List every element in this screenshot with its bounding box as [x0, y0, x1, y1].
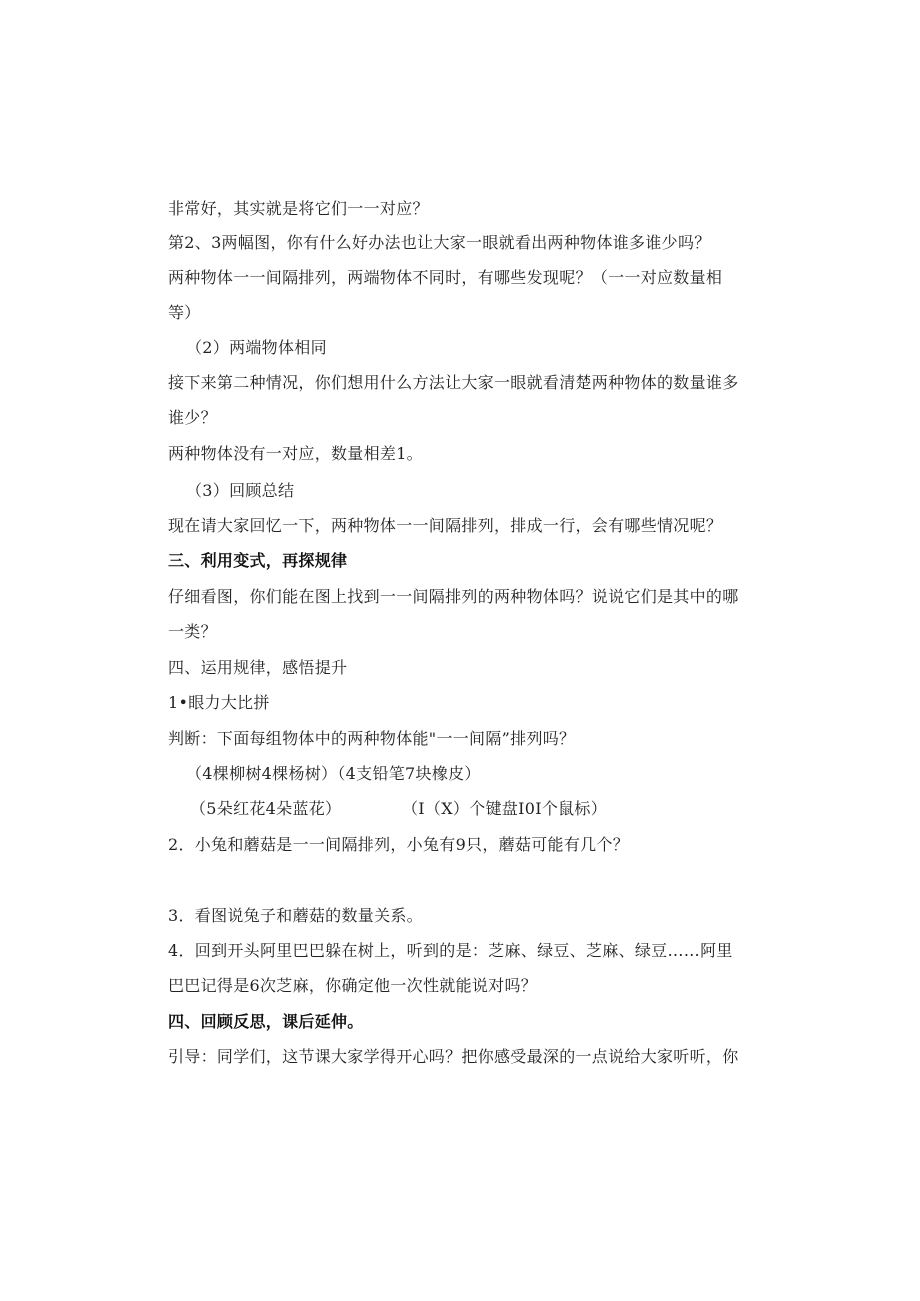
paragraph-line: 非常好，其实就是将它们一一对应？ — [168, 199, 429, 218]
list-item: 1•眼力大比拼 — [168, 693, 270, 712]
section-heading: 四、运用规律，感悟提升 — [168, 658, 348, 677]
list-item: 3．看图说兔子和蘑菇的数量关系。 — [168, 906, 423, 925]
section-heading: 四、回顾反思，课后延伸。 — [168, 1012, 364, 1031]
paragraph-line: 接下来第二种情况，你们想用什么方法让大家一眼就看清楚两种物体的数量谁多 — [168, 373, 739, 392]
paragraph-line: 巴巴记得是6次芝麻，你确定他一次性就能说对吗？ — [168, 976, 538, 995]
paragraph-line: 谁少？ — [168, 408, 217, 427]
list-item: （5朵红花4朵蓝花） — [190, 799, 342, 818]
paragraph-line: 等） — [168, 303, 201, 322]
subsection-heading: （3）回顾总结 — [186, 481, 295, 500]
list-item: 2．小兔和蘑菇是一一间隔排列，小兔有9只，蘑菇可能有几个？ — [168, 835, 630, 854]
list-item: （4棵柳树4棵杨树）（4支铅笔7块橡皮） — [186, 764, 481, 783]
list-item: 4．回到开头阿里巴巴躲在树上，听到的是：芝麻、绿豆、芝麻、绿豆……阿里 — [168, 941, 733, 960]
paragraph-line: 两种物体没有一对应，数量相差1。 — [168, 444, 423, 463]
section-heading: 三、利用变式，再探规律 — [168, 551, 348, 570]
paragraph-line: 第2、3两幅图，你有什么好办法也让大家一眼就看出两种物体谁多谁少吗？ — [168, 233, 711, 252]
paragraph-line: 判断：下面每组物体中的两种物体能"一一间隔”排列吗？ — [168, 729, 576, 748]
paragraph-line: 两种物体一一间隔排列，两端物体不同时，有哪些发现呢？（一一对应数量相 — [168, 268, 723, 287]
list-item: （I（X）个键盘I0I个鼠标） — [402, 799, 608, 818]
paragraph-line: 仔细看图，你们能在图上找到一一间隔排列的两种物体吗？说说它们是其中的哪 — [168, 587, 739, 606]
subsection-heading: （2）两端物体相同 — [186, 338, 327, 357]
paragraph-line: 一类？ — [168, 622, 217, 641]
paragraph-line: 现在请大家回忆一下，两种物体一一间隔排列，排成一行，会有哪些情况呢？ — [168, 516, 723, 535]
paragraph-line: 引导：同学们，这节课大家学得开心吗？把你感受最深的一点说给大家听听，你 — [168, 1047, 739, 1066]
